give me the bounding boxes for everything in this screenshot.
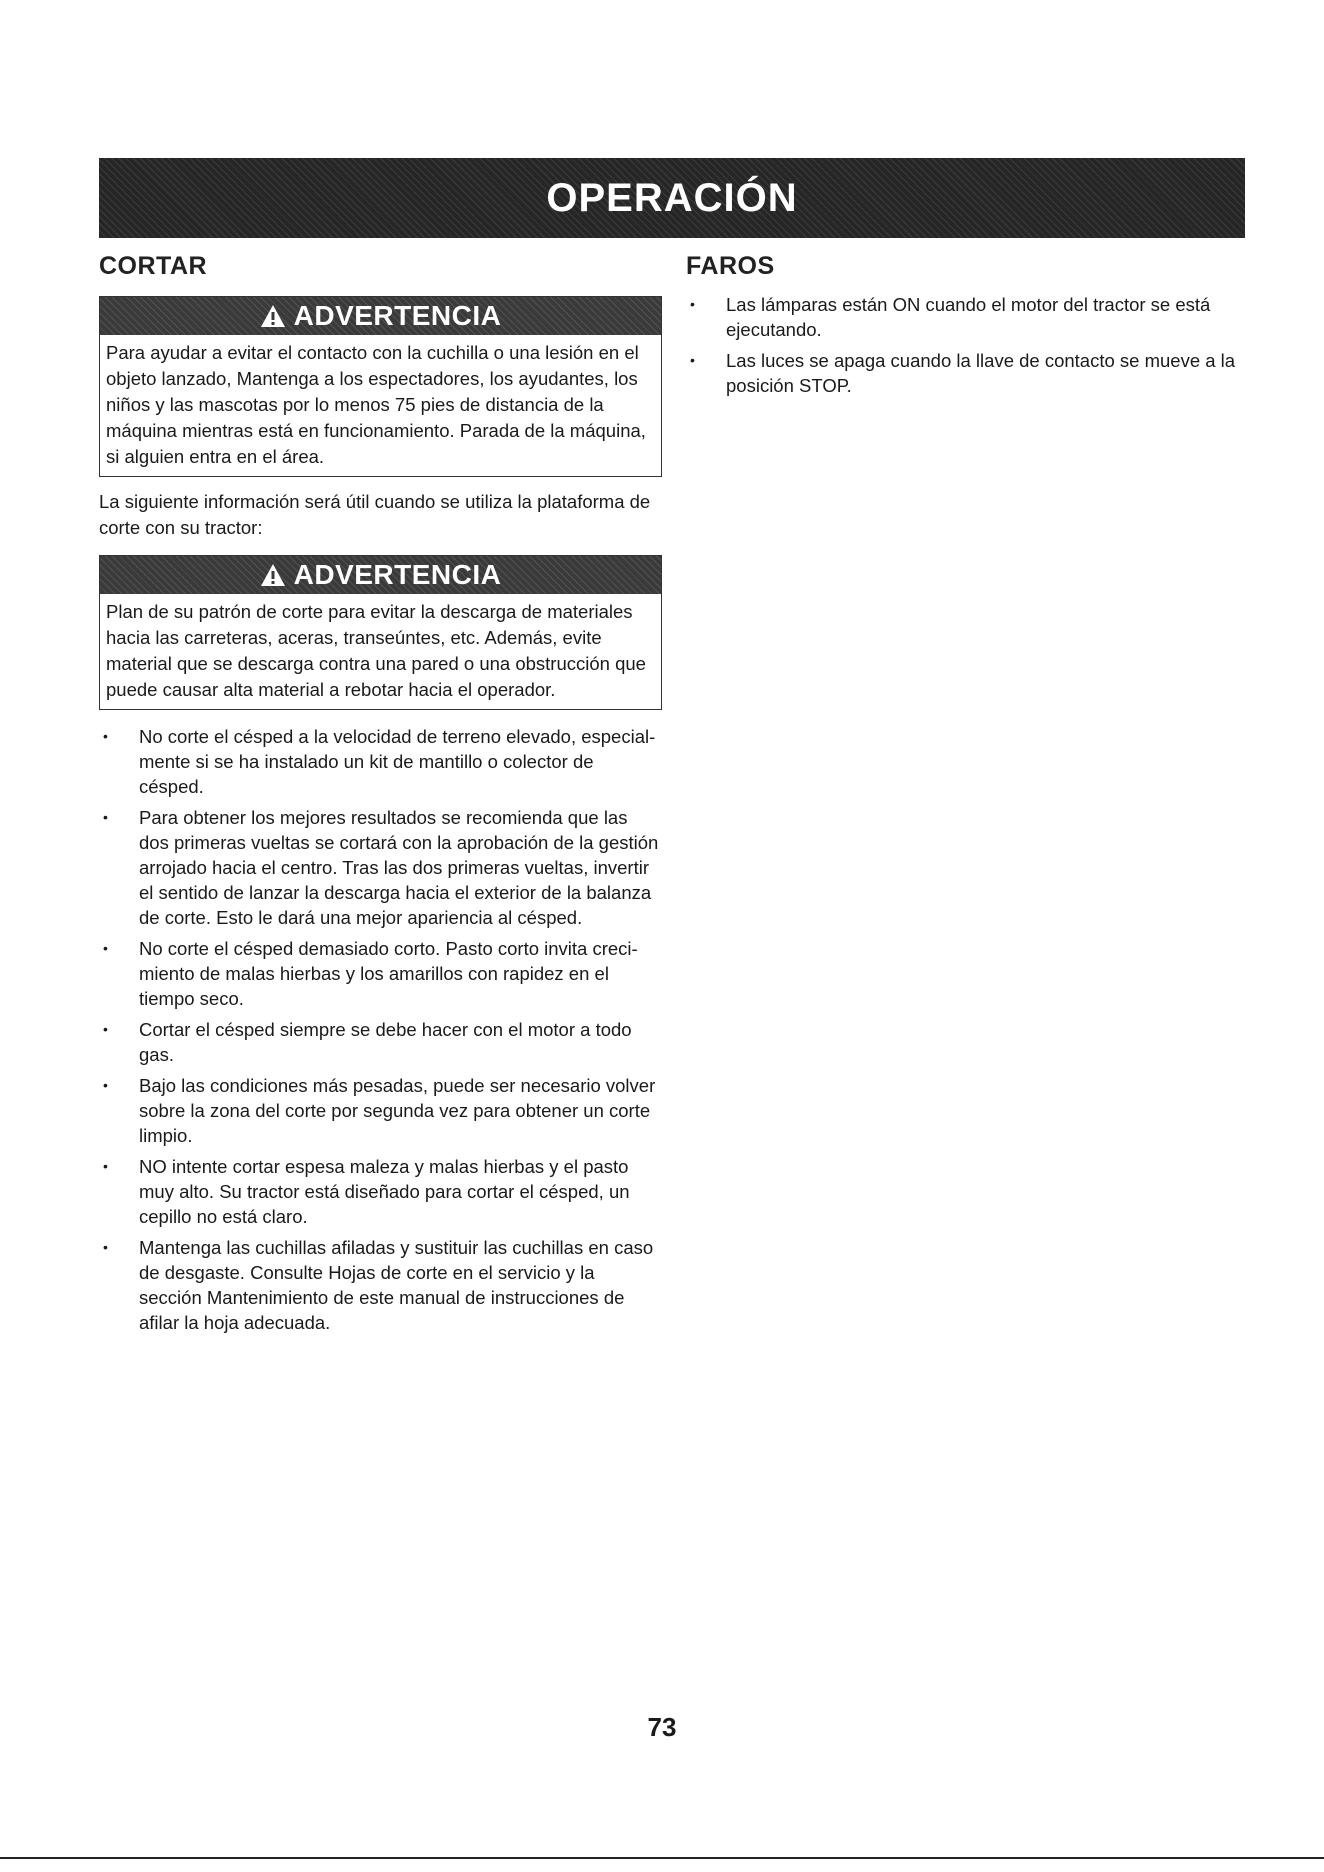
faros-heading: FAROS xyxy=(686,252,775,280)
bottom-divider xyxy=(0,1857,1324,1859)
bullet-dot-icon: • xyxy=(103,1239,108,1255)
warning-title: ADVERTENCIA xyxy=(293,300,502,331)
bullet-text: NO intente cortar espesa maleza y malas hierbas y el pasto muy alto. Su tractor está diseñado para cortar el césped, un cepillo no está claro. xyxy=(139,1156,630,1227)
warning-header xyxy=(100,297,661,335)
bullet-dot-icon: • xyxy=(103,809,108,825)
bullet-dot-icon: • xyxy=(103,940,108,956)
list-item xyxy=(686,348,1246,398)
bullet-text: Cortar el césped siempre se debe hacer con el motor a todo gas. xyxy=(139,1019,632,1065)
bullet-dot-icon: • xyxy=(103,1077,108,1093)
list-item xyxy=(99,1073,662,1148)
bullet-dot-icon: • xyxy=(690,296,695,312)
list-item xyxy=(99,936,662,1011)
bullet-text: Las luces se apaga cuando la llave de contacto se mueve a la posición STOP. xyxy=(726,350,1236,396)
warning-text: Plan de su patrón de corte para evitar la descarga de materiales hacia las carreteras, aceras, transeúntes, etc. Además, evite material que se descarga contra una pared o una obstrucción que puede causar alta material a rebotar hacia el operador. xyxy=(106,601,646,700)
cortar-column xyxy=(99,250,662,1341)
warning-text: Para ayudar a evitar el contacto con la cuchilla o una lesión en el objeto lanzado, Mantenga a los espectadores, los ayudantes, los niños y las mascotas por lo menos 75 pies de distancia de la máquina mientras está en funcionamiento. Parada de la máquina, si alguien entra en el área. xyxy=(106,342,646,467)
banner-title: OPERACIÓN xyxy=(546,175,798,220)
bullet-text: Bajo las condiciones más pesadas, puede ser necesario volver sobre la zona del corte por segunda vez para obtener un corte limpio. xyxy=(139,1075,656,1146)
bullet-text: Mantenga las cuchillas afiladas y sustituir las cuchillas en caso de desgaste. Consulte Hojas de corte en el servicio y la sección Mantenimiento de este manual de instrucciones de afilar la hoja adecuada. xyxy=(139,1237,654,1333)
bullet-dot-icon: • xyxy=(103,1158,108,1174)
bullet-dot-icon: • xyxy=(103,1021,108,1037)
faros-bullet-list xyxy=(686,292,1246,398)
cortar-heading: CORTAR xyxy=(99,252,208,280)
warning-triangle-icon xyxy=(260,563,286,587)
faros-column xyxy=(686,250,1246,404)
warning-box-contact xyxy=(99,296,662,477)
list-item xyxy=(99,724,662,799)
list-item xyxy=(686,292,1246,342)
warning-title: ADVERTENCIA xyxy=(293,559,502,590)
warning-box-discharge xyxy=(99,555,662,710)
bullet-text: No corte el césped a la velocidad de terreno elevado, especial- mente si se ha instalado un kit de mantillo o colector de césped. xyxy=(139,726,656,797)
bullet-text: No corte el césped demasiado corto. Pasto corto invita creci- miento de malas hierbas y los amarillos con rapidez en el tiempo seco. xyxy=(139,938,638,1009)
intro-text: La siguiente información será útil cuando se utiliza la plataforma de corte con su tractor: xyxy=(99,491,651,538)
cortar-bullet-list xyxy=(99,724,662,1335)
list-item xyxy=(99,805,662,930)
bullet-dot-icon: • xyxy=(690,352,695,368)
warning-triangle-icon xyxy=(260,304,286,328)
warning-header xyxy=(100,556,661,594)
list-item xyxy=(99,1154,662,1229)
bullet-dot-icon: • xyxy=(103,728,108,744)
bullet-text: Las lámparas están ON cuando el motor del tractor se está ejecutando. xyxy=(726,294,1211,340)
list-item xyxy=(99,1235,662,1335)
list-item xyxy=(99,1017,662,1067)
section-banner xyxy=(99,158,1245,238)
page-number: 73 xyxy=(647,1712,677,1742)
bullet-text: Para obtener los mejores resultados se recomienda que las dos primeras vueltas se cortará con la aprobación de la gestión arrojado hacia el centro. Tras las dos primeras vueltas, invertir el sentido de lanzar la descarga hacia el exterior de la balanza de corte. Esto le dará una mejor apariencia al césped. xyxy=(139,807,659,928)
